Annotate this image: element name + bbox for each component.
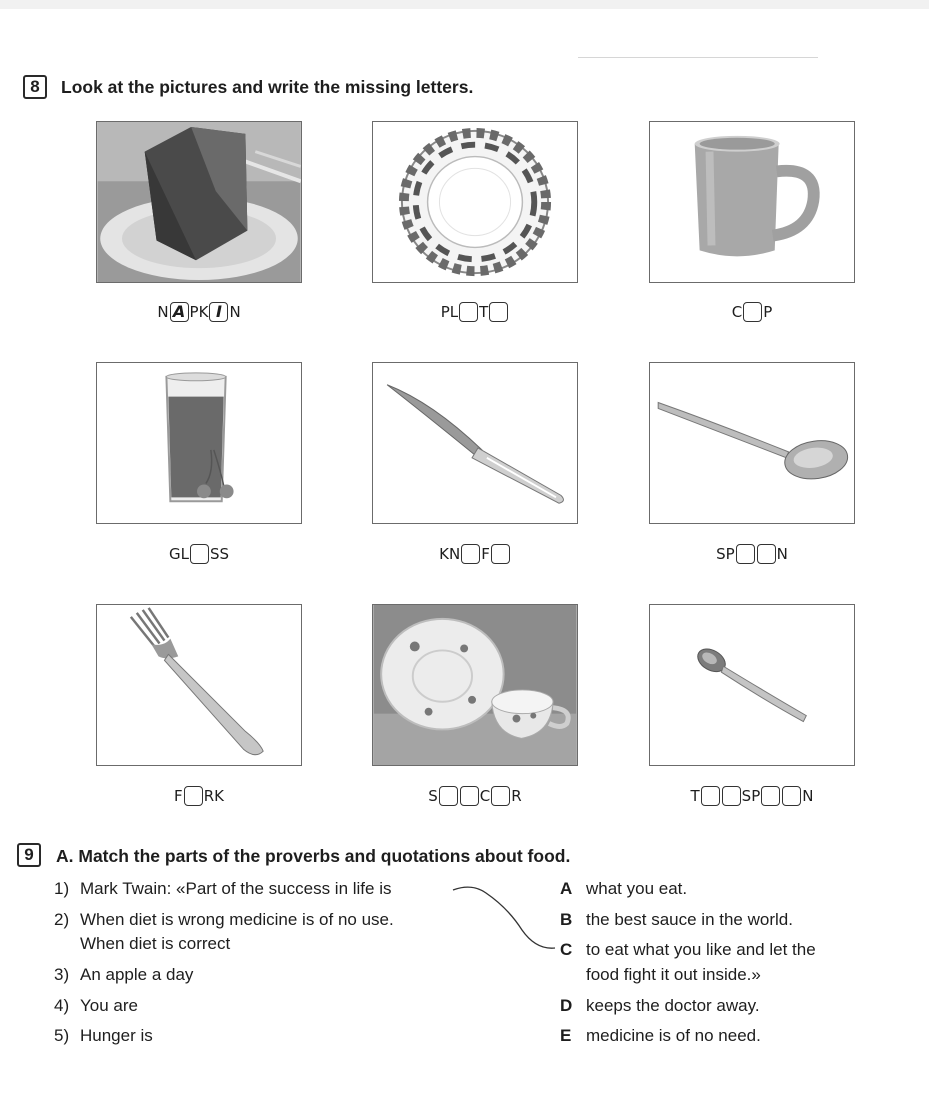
ending-d: D keeps the doctor away. [560,996,760,1015]
ending-a: A what you eat. [560,879,688,898]
exercise-9-number: 9 [17,843,41,867]
letter-box[interactable]: A [170,302,189,322]
word-fork: F RK [174,786,224,805]
exercise-8-number: 8 [23,75,47,99]
proverb-part-1: 1) Mark Twain: «Part of the success in life is [54,879,392,898]
word-plate: PL T [372,300,578,323]
ending-e: E medicine is of no need. [560,1026,761,1045]
word-spoon: SP N [716,544,788,563]
word-saucer: S C R [428,786,522,805]
letter-box[interactable]: I [209,302,228,322]
ending-c-line-2: food fight it out inside.» [586,965,761,984]
word-teaspoon: T SP N [690,786,814,805]
exercise-8-instruction: Look at the pictures and write the missing letters. [61,77,474,97]
ending-c: C to eat what you like and let the [560,940,816,959]
ending-b: B the best sauce in the world. [560,910,793,929]
word-cup: C P [731,302,773,321]
proverb-part-2: 2) When diet is wrong medicine is of no use. [54,910,394,929]
word-knife: KN F [372,542,578,565]
word-glass: GL SS [168,544,230,563]
proverb-part-4: 4) You are [54,996,138,1015]
proverb-part-2-line-2: When diet is correct [80,934,231,953]
proverb-part-5: 5) Hunger is [54,1026,153,1045]
exercise-9-instruction: A. Match the parts of the proverbs and quotations about food. [56,846,571,866]
word-napkin: N A PK I N [157,301,241,321]
proverb-part-3: 3) An apple a day [54,965,194,984]
